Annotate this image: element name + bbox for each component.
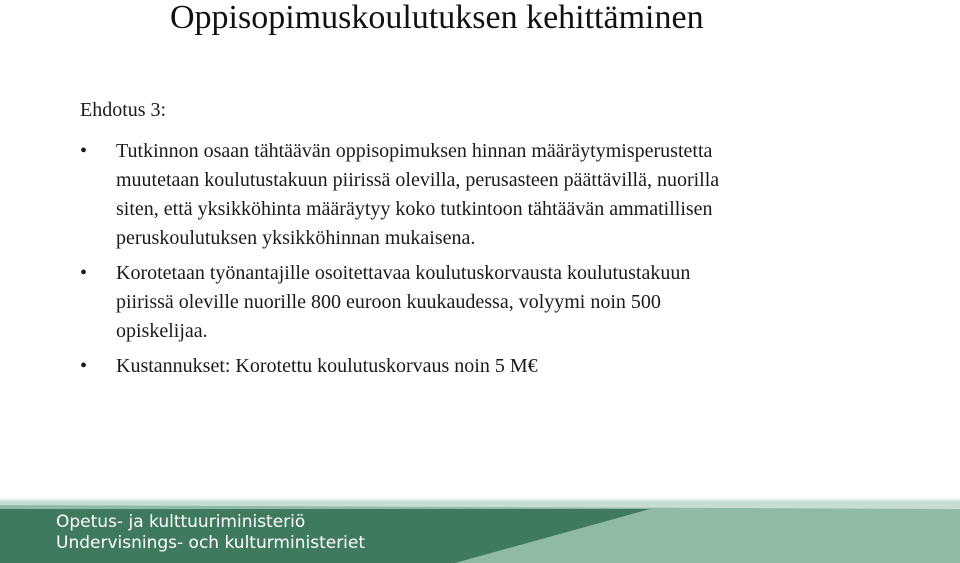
ministry-name-fi: Opetus- ja kulttuuriministeriö bbox=[56, 512, 306, 532]
bullet-item-compensation bbox=[80, 259, 900, 346]
bullet-list bbox=[80, 137, 900, 381]
bullet-item-costs bbox=[80, 352, 900, 381]
bullet-line: Tutkinnon osaan tähtäävän oppisopimuksen hinnan määräytymisperustetta bbox=[116, 140, 713, 162]
bullet-line: siten, että yksikköhinta määräytyy koko tutkintoon tähtäävän ammatillisen bbox=[116, 198, 713, 220]
bullet-line: opiskelijaa. bbox=[116, 320, 208, 342]
slide-title: Oppisopimuskoulutuksen kehittäminen bbox=[170, 0, 704, 36]
bullet-icon: • bbox=[80, 262, 88, 284]
bullet-icon: • bbox=[80, 140, 88, 162]
ministry-name-sv: Undervisnings- och kulturministeriet bbox=[56, 533, 366, 553]
bullet-text bbox=[116, 137, 900, 253]
slide-content bbox=[80, 96, 900, 387]
bullet-icon: • bbox=[80, 355, 88, 377]
bullet-line: Korotetaan työnantajille osoitettavaa koulutuskorvausta koulutustakuun bbox=[116, 262, 691, 284]
proposal-label: Ehdotus 3: bbox=[80, 99, 167, 121]
bullet-line: Kustannukset: Korotettu koulutuskorvaus noin 5 M€ bbox=[116, 355, 538, 377]
bullet-text bbox=[116, 259, 900, 346]
footer-banner bbox=[0, 499, 960, 563]
bullet-line: piirissä oleville nuorille 800 euroon kuukaudessa, volyymi noin 500 bbox=[116, 291, 661, 313]
ministry-logo-text bbox=[56, 512, 365, 554]
bullet-text bbox=[116, 352, 900, 381]
bullet-line: peruskoulutuksen yksikköhinnan mukaisena. bbox=[116, 227, 476, 249]
bullet-item-pricing bbox=[80, 137, 900, 253]
bullet-line: muutetaan koulutustakuun piirissä olevilla, perusasteen päättävillä, nuorilla bbox=[116, 169, 720, 191]
